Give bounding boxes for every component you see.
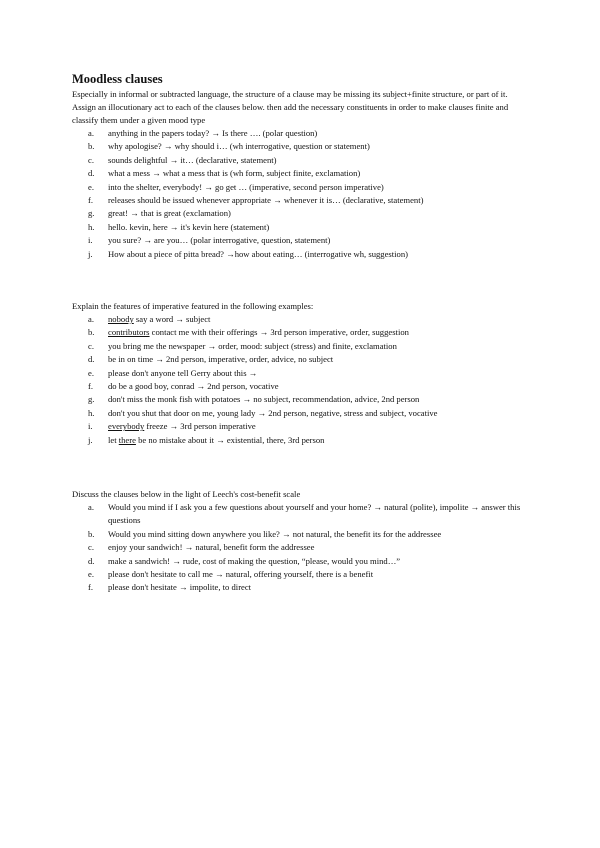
list-item-text: you sure? → are you… (polar interrogative, question, statement) — [108, 235, 331, 246]
section-intro: Explain the features of imperative featured in the following examples: — [72, 301, 314, 311]
list-item-text: enjoy your sandwich! → natural, benefit form the addressee — [108, 542, 315, 553]
list-item-text: hello. kevin, here → it's kevin here (statement) — [108, 221, 270, 232]
list-item — [72, 501, 532, 528]
exercise-list — [72, 501, 532, 595]
list-item — [72, 568, 532, 581]
list-item — [72, 380, 532, 393]
list-item — [72, 181, 532, 194]
underlined-subject: nobody — [108, 314, 134, 324]
section-title: Moodless clauses — [72, 72, 163, 86]
list-item-pre: do be a good boy, conrad → 2nd person, vocative — [108, 381, 279, 392]
list-letter: e. — [88, 181, 94, 192]
section-moodless-clauses — [72, 72, 532, 261]
list-item — [72, 207, 532, 220]
list-item-text: what a mess → what a mess that is (wh form, subject finite, exclamation) — [108, 168, 361, 179]
list-letter: i. — [88, 235, 93, 246]
list-item-text: make a sandwich! → rude, cost of making the question, “please, would you mind…” — [108, 555, 401, 566]
list-letter: d. — [88, 555, 95, 566]
exercise-list — [72, 127, 532, 261]
list-letter: h. — [88, 407, 95, 418]
list-item-text: Would you mind sitting down anywhere you like? → not natural, the benefit its for the addressee — [108, 528, 442, 539]
list-item — [72, 555, 532, 568]
list-letter: e. — [88, 367, 94, 378]
section-imperative-features — [72, 300, 532, 447]
list-item-text: why apologise? → why should i… (wh interrogative, question or statement) — [108, 141, 370, 152]
list-item-text: please don't hesitate → impolite, to direct — [108, 582, 252, 593]
list-letter: a. — [88, 502, 94, 512]
list-item — [72, 221, 532, 234]
list-letter: c. — [88, 154, 94, 165]
list-letter: h. — [88, 221, 95, 232]
list-letter: f. — [88, 381, 94, 392]
list-letter: b. — [88, 528, 95, 539]
exercise-list — [72, 313, 532, 447]
section-intro: Especially in informal or subtracted language, the structure of a clause may be missing its subject+finite structure, or part of it. Assign an illocutionary act to each of the clauses below. then add the necessary constituents in order to make clauses finite and classify them under a given mood type — [72, 89, 509, 125]
list-item — [72, 313, 532, 326]
list-item-text: anything in the papers today? → Is there …. (polar question) — [108, 128, 318, 138]
list-item — [72, 154, 532, 167]
section-intro: Discuss the clauses below in the light of Leech's cost-benefit scale — [72, 489, 301, 499]
list-letter: a. — [88, 128, 94, 138]
list-letter: g. — [88, 394, 95, 405]
list-item — [72, 407, 532, 420]
list-letter: c. — [88, 542, 94, 553]
list-letter: d. — [88, 354, 95, 365]
list-item-text: great! → that is great (exclamation) — [108, 208, 231, 219]
list-item-text: releases should be issued whenever appropriate → whenever it is… (declarative, statement) — [108, 195, 424, 206]
list-item-pre: you bring me the newspaper → order, mood: subject (stress) and finite, exclamation — [108, 340, 397, 351]
list-item-text: sounds delightful → it… (declarative, statement) — [108, 154, 277, 165]
list-item — [72, 326, 532, 339]
list-letter: d. — [88, 168, 95, 179]
list-item-text: How about a piece of pitta bread? →how about eating… (interrogative wh, suggestion) — [108, 248, 408, 259]
list-letter: j. — [88, 434, 93, 445]
list-item-text: Would you mind if I ask you a few questions about yourself and your home? → natural (polite), impolite → answer this questions — [108, 502, 521, 526]
list-item — [72, 353, 532, 366]
list-item-text: into the shelter, everybody! → go get … (imperative, second person imperative) — [108, 181, 384, 192]
list-item-post: freeze → 3rd person imperative — [144, 421, 256, 432]
list-item — [72, 367, 532, 380]
list-item — [72, 420, 532, 433]
list-letter: b. — [88, 141, 95, 152]
list-item — [72, 340, 532, 353]
underlined-subject: contributors — [108, 327, 150, 338]
list-letter: f. — [88, 195, 94, 206]
document-page — [72, 72, 532, 593]
list-letter: b. — [88, 327, 95, 338]
list-item — [72, 528, 532, 541]
list-item-pre: don't you shut that door on me, young lady → 2nd person, negative, stress and subject, vocative — [108, 407, 438, 418]
underlined-subject: everybody — [108, 421, 145, 432]
list-item-pre: don't miss the monk fish with potatoes → no subject, recommendation, advice, 2nd person — [108, 394, 420, 405]
section-cost-benefit — [72, 488, 532, 595]
underlined-subject: there — [118, 434, 136, 445]
list-item — [72, 194, 532, 207]
list-item — [72, 434, 532, 447]
list-letter: j. — [88, 248, 93, 259]
list-item-text: please don't hesitate to call me → natural, offering yourself, there is a benefit — [108, 569, 374, 580]
list-item — [72, 127, 532, 140]
list-item-post: be no mistake about it → existential, there, 3rd person — [135, 434, 325, 445]
list-item — [72, 234, 532, 247]
list-item-pre: please don't anyone tell Gerry about this → — [108, 367, 258, 378]
list-item — [72, 140, 532, 153]
list-letter: g. — [88, 208, 95, 219]
list-item-post: contact me with their offerings → 3rd person imperative, order, suggestion — [149, 327, 409, 338]
list-item-pre: be in on time → 2nd person, imperative, order, advice, no subject — [108, 354, 334, 365]
list-letter: f. — [88, 582, 94, 593]
list-item — [72, 167, 532, 180]
list-letter: e. — [88, 569, 94, 580]
list-item-pre: let — [108, 434, 119, 445]
list-item — [72, 393, 532, 406]
list-item — [72, 581, 532, 594]
list-letter: c. — [88, 340, 94, 351]
list-item — [72, 248, 532, 261]
list-letter: a. — [88, 314, 94, 324]
list-letter: i. — [88, 421, 93, 432]
list-item — [72, 541, 532, 554]
list-item-post: say a word → subject — [133, 314, 211, 324]
